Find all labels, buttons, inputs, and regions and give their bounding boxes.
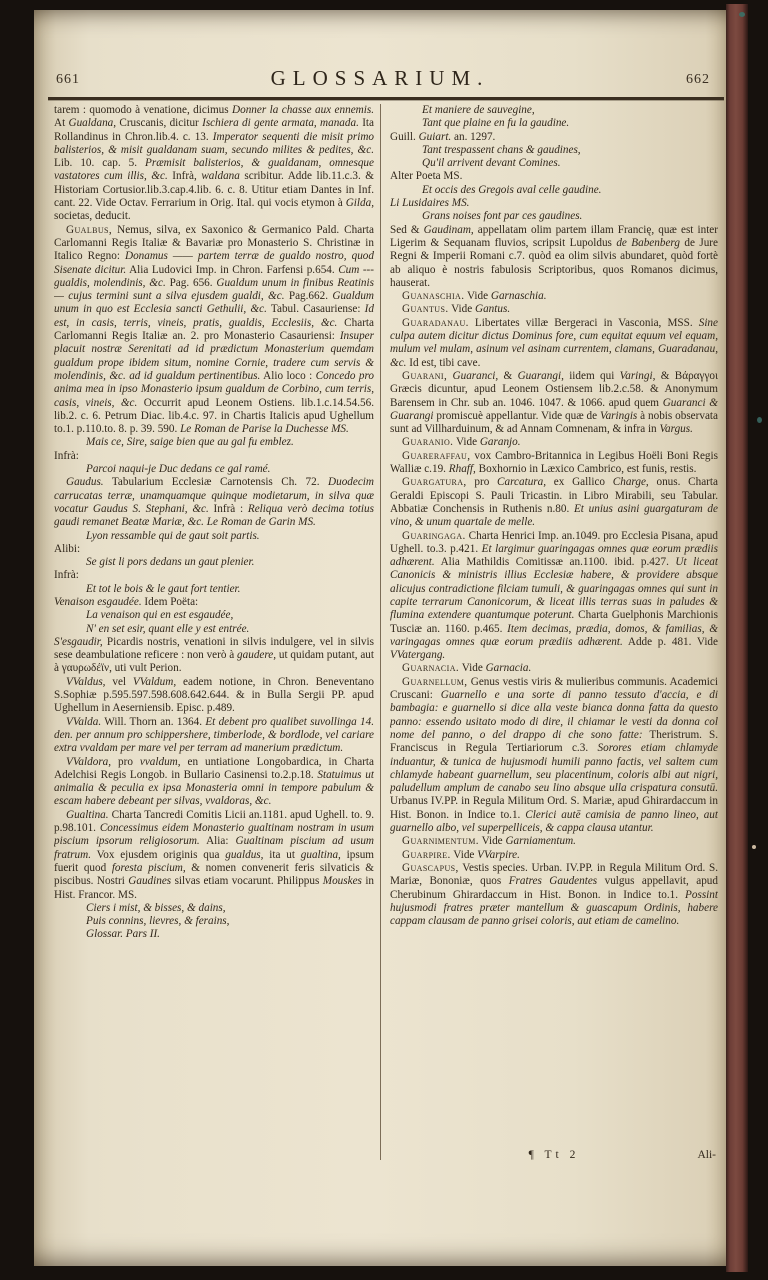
text-segment: VValda. — [66, 715, 102, 728]
text-segment: Garnacia. — [485, 662, 532, 675]
text-segment: Infrà : — [208, 502, 248, 515]
text-segment: in Hist. Francor. MS. — [54, 875, 374, 901]
text-segment: VValdum, — [132, 675, 177, 688]
text-segment: Tabularium Ecclesiæ Carnotensis Ch. 72. — [103, 476, 329, 489]
text-segment: Le Roman de Parise la Duchesse MS. — [180, 423, 349, 436]
text-segment: Occurrit apud Leonem Ostiens. lib.1.c.14.54.56. lib.2. c. 6. Petrum Diac. lib.4.c. 97. in Chartis Italicis apud Ughellum to.1. p.110.to. 8. p. 39. 590. — [54, 396, 374, 436]
text-segment: promiscuè appellantur. Vide quæ de — [433, 409, 600, 422]
paragraph — [390, 676, 718, 836]
text-segment: appellatam olim partem illam Francię, quæ est inter Ligerim & Sequanam fluvios, scripsit Lupoldus — [390, 223, 718, 249]
text-segment: societas, deducit. — [54, 210, 131, 223]
paragraph — [422, 144, 718, 157]
text-segment: Charge, — [612, 476, 649, 489]
text-segment: iidem qui — [563, 369, 620, 382]
paragraph — [422, 210, 718, 223]
text-segment: Gualdana, — [68, 117, 117, 130]
text-segment: VValdus, — [66, 675, 106, 688]
scan-speck — [757, 417, 762, 423]
text-segment: ipsum fuerit quod — [54, 848, 374, 874]
text-segment: Gualdum unum in finibus Reatinis — cujus termini sunt a silva ejusdem gualdi, &c. — [54, 276, 374, 303]
text-segment: Charta Henrici Imp. an.1049. pro Ecclesia Pisana, apud Ughell. to.3. p.421. — [390, 529, 718, 555]
text-segment: Insuper placuit nostræ Serenitati ad id prædictum Monasterium quemdam gualdum prope ibidem situm, nomine Cornie, tradere cum servis & molendinis, &c. ad id gualdum pertinentibus. — [54, 330, 374, 382]
text-segment: Carcatura, — [497, 476, 547, 489]
text-segment: Id est, in casis, terris, vineis, pratis, gualdis, Ecclesiis, &c. — [54, 303, 374, 329]
text-segment: Ut liceat Canonicis & ministris illius Ecclesiæ habere, & providere absque alicujus contradictione filciam tumuli, & guaringagas omnes qui sunt in capite terrarum Canonicorum, & liceat illis terras suas in paludes & flumina extendere quantumque poterunt. — [390, 556, 718, 622]
text-segment: Ita Rollandinus in Chron.lib.4. c. 13. — [54, 117, 374, 143]
text-segment: Cum --- gualdis, molendinis, &c. — [54, 263, 374, 289]
paragraph — [54, 596, 374, 609]
text-segment: Possint hujusmodi fratres præter mantellum & guascapum Ordinis, habere cappam clausam de panno grisei coloris, aut etiam de camelino. — [390, 888, 718, 928]
text-segment: Guaranio. — [402, 436, 454, 449]
text-segment: Idem Poëta: — [141, 595, 199, 608]
text-segment: Garanjo. — [479, 436, 521, 449]
paragraph — [390, 170, 718, 183]
text-segment: Adde p. 481. Vide — [622, 635, 718, 648]
text-segment: Mais ce, Sire, saige bien que au gal fu emblez. — [86, 436, 294, 449]
text-segment: Genus vestis viris & mulieribus communis. Academici Cruscani: — [390, 675, 718, 702]
text-segment: Guiart. — [418, 130, 452, 143]
text-segment: Ischiera di gente armata, manada. — [202, 117, 359, 130]
text-segment: Infrà: — [54, 569, 79, 582]
text-segment: Se gist li pors dedans un gaut plenier. — [86, 556, 255, 569]
text-segment: Clerici autē camisia de panno lineo, aut guarnello albo, vel superpelliceis, & cappa clausa utantur. — [390, 808, 718, 835]
paragraph — [54, 104, 374, 224]
text-segment: Gaudines — [128, 875, 172, 888]
text-segment: Lib. 10. cap. 5. — [54, 157, 145, 170]
paragraph — [390, 662, 718, 675]
scan-speck — [739, 12, 745, 17]
book-fore-edge — [726, 4, 748, 1272]
text-segment: Alio loco : — [260, 369, 316, 382]
text-segment: Sorores etiam chlamyde induantur, & tunica de hujusmodi humili panno factis, vel saltem cum chlamyde habeant guarnellum, seu placentinum, coloris albi aut nigri, paludellum amplum de canabo seu lino absque ulla crispatura consutū. — [390, 742, 718, 795]
text-segment: & nomen convenerit feris silvaticis & piscibus. Nostri — [54, 861, 374, 888]
text-segment: Pag. 656. — [165, 276, 217, 289]
text-segment: Infrà, — [167, 170, 202, 183]
text-segment: Qu'il arrivent devant Comines. — [422, 157, 561, 170]
text-segment: silvas etiam vocarunt. Philippus — [171, 875, 323, 888]
paragraph — [54, 716, 374, 756]
text-segment: & Βάραγγοι Græcis dicuntur, apud Leonem Ostiensem lib.2.c.58. & Anonymum Barensem in Chr. sub an. 1046. 1047. & 1066. apud quem — [390, 369, 718, 409]
paragraph — [54, 809, 374, 902]
text-segment: Puis connins, lievres, & ferains, — [86, 915, 230, 928]
text-segment: Parcoi naqui-je Duc dedans ce gal ramé. — [86, 463, 271, 476]
text-segment: Et tot le bois & le gaut fort tentier. — [86, 582, 241, 595]
text-segment: Et debent pro qualibet suvollinga 14. den. per annum pro schippershere, timberlode, & bordlode, vel cariare extra vvaldam per mare vel per terram ad manerium prædictum. — [54, 715, 374, 755]
paragraph — [86, 556, 374, 569]
paragraph — [390, 849, 718, 862]
text-segment: Alter Poeta MS. — [390, 170, 463, 183]
text-segment: Statuimus ut animalia & peculia ex ipsa Monasteria omni in tempore pabulum & escam habere debeant per silvas, vvaldoras, &c. — [54, 768, 374, 808]
text-segment: gualdus, — [225, 848, 264, 861]
text-segment: Charta Guelphonis Marchionis Tusciæ an. 1160. p.465. — [390, 609, 718, 635]
text-segment: Guill. — [390, 130, 419, 143]
text-segment: Alibi: — [54, 542, 81, 555]
text-segment: à nobis observata sunt ad Villharduinum, & ad Annam Comnenam, & infra in — [390, 409, 718, 436]
text-segment: Donamus —— partem terræ de gualdo nostro, quod Sisenate dicitur. — [54, 250, 374, 276]
text-segment: tarem : quomodo à venatione, dicimus — [54, 104, 233, 116]
text-segment: de Jure Regni & Imperii Romani c.7. quòd ea olim silvis abundaret, quòd fortè ab aliquo è nostris fabulosis Scriptoribus, quos Romanos dicimus, hauserat. — [390, 236, 718, 289]
text-segment: Sed & — [390, 223, 424, 236]
paragraph — [390, 224, 718, 290]
text-segment: Gualbus, — [66, 223, 113, 236]
text-segment: gaudere, — [237, 649, 277, 662]
text-segment: Guaradanau. — [402, 316, 469, 329]
text-segment: gualtina, — [300, 848, 341, 861]
text-segment: Picardis nostris, venationi in silvis indulgere, vel in silvis sese deambulatione reficere : non verò à — [54, 635, 374, 662]
text-segment: Urbanus IV.PP. in Regula Militum Ord. S. Mariæ, apud Ghirardaccum in Hist. Bonon. in Indice to.1. — [390, 795, 718, 821]
text-segment: Venaison esgaudée. — [54, 595, 142, 608]
text-segment: Vide — [464, 290, 491, 303]
text-segment: & — [498, 369, 518, 382]
paragraph — [390, 450, 718, 477]
text-segment: en untiatione Longobardica, in Charta Adelchisi Regis Longob. in Bullario Casinensi to.2.p.18. — [54, 755, 374, 781]
text-segment: Et occis des Gregois aval celle gaudine. — [422, 183, 602, 196]
text-segment: Vide — [478, 835, 506, 848]
text-segment: Duodecim carrucatas terræ, unamquamque quinque modietarum, in silva quæ vocatur Gaudus S. Stephani, &c. — [54, 476, 374, 515]
text-segment: Guantus. — [402, 303, 449, 316]
text-segment: VVarpire. — [477, 848, 520, 861]
text-segment: Et maniere de sauvegine, — [422, 104, 535, 116]
text-segment: Tabul. Casauriense: — [266, 303, 365, 316]
text-segment: pro — [111, 755, 140, 768]
text-segment: Præmisit balisterios, & gualdanam, omnesque vastatores cum illis, &c. — [54, 157, 374, 183]
paragraph — [390, 197, 718, 210]
paragraph — [86, 583, 374, 596]
paragraph — [390, 131, 718, 144]
text-segment: Libertates villæ Bergeraci in Vasconia, MSS. — [468, 316, 699, 329]
text-segment: Garniamentum. — [505, 835, 576, 848]
text-segment: Vide — [448, 303, 475, 316]
paragraph — [86, 928, 374, 941]
text-segment: Guarnimentum. — [402, 835, 479, 848]
text-segment: Guarpire. — [402, 848, 451, 861]
text-segment: foresta piscium, — [111, 861, 186, 874]
text-segment: Fratres Gaudentes — [508, 875, 598, 888]
text-segment: an. 1297. — [451, 130, 496, 143]
folio-number-right: 662 — [686, 72, 710, 87]
text-segment: onus. Charta Geraldi Episcopi S. Pauli Tricastin. in Libro Mirabili, seu Tabular. Abbatiæ Conchensis in Ruthenis n.80. — [390, 476, 718, 515]
text-segment: Charta Tancredi Comitis Licii an.1181. apud Ughell. to. 9. p.98.101. — [54, 808, 374, 835]
text-segment: vulgus appellavit, apud Cherubinum Ghirardaccum in Hist. Bonon. in Indice to.1. — [390, 875, 718, 901]
text-segment: pro — [466, 476, 498, 489]
text-segment: ut quidam putant, aut à γαυρωδέϊν, uti vult Perion. — [54, 649, 374, 675]
paragraph — [54, 476, 374, 529]
paragraph — [390, 476, 718, 529]
text-segment: Guarani, — [402, 369, 448, 382]
text-segment: Cruscanis, dicitur — [116, 117, 203, 130]
text-segment: Nemus, silva, ex Saxonico & Germanico Pald. Charta Carlomanni Regis Italiæ & Bavariæ pro Monasterio S. Christinæ in Italico Regno: — [54, 223, 374, 263]
text-segment: N' en set esir, quant elle y est entrée. — [86, 622, 250, 635]
page-title: GLOSSARIUM. — [270, 66, 490, 90]
text-segment: Will. Thorn an. 1364. — [101, 715, 206, 728]
paragraph — [86, 609, 374, 622]
text-segment: Imperator sequenti die misit primo balisterios, & misit gualdanam suam, secundo milites & pedites, &c. — [54, 130, 374, 156]
paragraph — [390, 436, 718, 449]
text-segment: Guareraffau, — [402, 449, 471, 462]
text-segment: Guaranci, — [452, 369, 499, 382]
paragraph — [86, 915, 374, 928]
text-segment: Boxhornio in Læxico Cambrico, est funis, restis. — [475, 463, 697, 476]
text-segment: Ciers i mist, & bisses, & dains, — [86, 901, 226, 914]
text-segment: VVatergang. — [390, 649, 446, 662]
text-segment: Le Roman de Garin MS. — [206, 516, 316, 529]
folio-number-left: 661 — [56, 72, 80, 87]
text-segment: de Babenberg — [616, 236, 680, 249]
paragraph — [54, 569, 374, 582]
text-segment: Pag.662. — [284, 290, 333, 303]
text-segment: Mouskes — [322, 875, 362, 888]
text-segment: Et unius asini guargaturam de vino, & unum quartale de melle. — [390, 502, 718, 529]
text-segment: Item decimas, prædia, domos, & familias, & varingagas omnes quæ eorum prædiis adhærent. — [390, 622, 718, 648]
text-segment: Reliqua verò decima totius gaudi remanet Beatæ Mariæ, &c. — [54, 502, 374, 529]
text-segment: Gualtina. — [66, 808, 109, 821]
text-segment: Rhaff, — [448, 463, 476, 476]
text-segment: Gantus. — [475, 303, 511, 316]
text-segment: Gaudinam, — [423, 223, 474, 236]
right-text-column — [390, 104, 718, 928]
text-segment: S'esgaudir, — [54, 635, 103, 648]
paragraph — [422, 184, 718, 197]
text-segment: Guanaschia. — [402, 290, 465, 303]
text-segment: Gualdum unum in quo est Ecclesia sancti Gethulii, &c. — [54, 290, 374, 316]
gathering-signature: ¶ Tt 2 — [528, 1149, 580, 1161]
paragraph — [54, 756, 374, 809]
text-segment: waldana — [201, 170, 240, 183]
text-segment: Li Lusidaires MS. — [390, 197, 470, 210]
column-divider — [380, 104, 381, 1160]
paragraph — [390, 862, 718, 928]
text-segment: Tant que plaine en fu la gaudine. — [422, 117, 570, 130]
text-segment: scribitur. Adde lib.11.c.3. & Historiam Cortusior.lib.3.cap.4.lib. 6. c. 8. Utitur etiam Dantes in Inf. cant. 22. Vide Octav. Ferrarium in Orig. Ital. qui vocis etymon à — [54, 170, 374, 210]
paragraph — [390, 303, 718, 316]
paragraph — [390, 290, 718, 303]
paragraph — [54, 543, 374, 556]
text-segment: vel — [105, 675, 133, 688]
paragraph — [86, 530, 374, 543]
paragraph — [86, 463, 374, 476]
text-segment: Guarnellum, — [402, 675, 468, 688]
paragraph — [54, 636, 374, 676]
text-segment: Guaranci & Guarangi — [390, 396, 718, 422]
text-segment: Vox ejusdem originis qua — [91, 848, 226, 861]
text-segment: Guarnacia. — [402, 662, 460, 675]
paragraph — [86, 436, 374, 449]
paragraph — [54, 676, 374, 716]
text-segment: Alia Mathildis Comitissæ an.1100. ibid. p.427. — [434, 556, 676, 569]
left-text-column — [54, 104, 374, 942]
text-segment: At — [54, 117, 69, 130]
text-segment: Tant trespassent chans & gaudines, — [422, 143, 581, 156]
text-segment: eadem notione, in Chron. Beneventano S.Sophiæ p.595.597.598.608.642.644. & in Bulla Sergii PP. apud Ughellum in Aeserniensib. Episc. p.489. — [54, 675, 374, 715]
text-segment: Vargus. — [659, 423, 693, 436]
text-segment: Guarangi, — [517, 369, 564, 382]
text-segment: ita ut — [263, 848, 301, 861]
text-segment: Sine culpa autem dicitur dictus Dominus fore, cum equitat equum vel equam, mulum vel mulam, asinum vel asinam currentem, clamans, Guaradanau, &c. — [390, 316, 718, 369]
text-segment: Charta Carlomanni Regis Italiæ an. 2. pro Monasterio Casauriensi: — [54, 316, 374, 343]
text-segment: Alia Ludovici Imp. in Chron. Farfensi p.654. — [126, 263, 339, 276]
text-segment: Vide — [450, 848, 478, 861]
paragraph — [86, 902, 374, 915]
text-segment: Vide — [459, 662, 486, 675]
text-segment: Donner la chasse aux ennemis. — [232, 104, 374, 116]
signature-row — [390, 1149, 718, 1163]
text-segment: Guargatura, — [402, 476, 467, 489]
scan-speck — [752, 845, 756, 849]
text-segment: Theristrum. S. Franciscus in Regula Tertiariorum c.3. — [390, 728, 718, 755]
text-segment: Grans noises font par ces gaudines. — [422, 210, 583, 223]
paragraph — [54, 224, 374, 437]
text-segment: VValdora, — [66, 755, 112, 768]
text-segment: Gualtinam piscium ad usum fratrum. — [54, 835, 374, 861]
text-segment: Et largimur guaringagas omnes quæ eorum prædiis adhærent. — [390, 542, 718, 569]
text-segment: Vide — [453, 436, 480, 449]
paragraph — [54, 450, 374, 463]
text-segment: ex Gallico — [546, 476, 613, 489]
text-segment: Concedo pro anima mea in ipso Monasterio ipsum gualdum de Corbino, cum terris, casis, vineis, &c. — [54, 369, 374, 409]
text-segment: Guarnello e una sorte di panno tessuto d'accia, e di bambagia: e guarnello si dice alla veste bianca donna fatta da questo panno: essendo usitato modo di dire, il chiamar le vesti da donna col nome del panno, o del drappo di che sono fatte: — [390, 689, 718, 741]
paragraph — [390, 317, 718, 370]
text-segment: Gilda, — [345, 197, 374, 210]
paragraph — [422, 104, 718, 117]
text-segment: Varingi, — [619, 369, 656, 382]
text-segment: Vestis species. Urban. IV.PP. in Regula Militum Ord. S. Mariæ, Bononiæ, quos — [390, 861, 718, 888]
text-segment: Id est, tibi cave. — [406, 356, 481, 369]
text-segment: Garnaschia. — [490, 290, 547, 303]
text-segment: Gaudus. — [66, 476, 104, 489]
paragraph — [422, 157, 718, 170]
text-segment: Concessimus eidem Monasterio gualtinam nostram in usum piscium ipsorum religiosorum. — [54, 822, 374, 848]
text-segment: Alia: — [199, 835, 236, 848]
text-segment: Lyon ressamble qui de gaut soit partis. — [86, 529, 260, 542]
paragraph — [422, 117, 718, 130]
paragraph — [390, 835, 718, 848]
text-segment: vox Cambro-Britannica in Legibus Hoëli Boni Regis Walliæ c.19. — [390, 449, 718, 476]
paragraph — [390, 370, 718, 436]
paragraph — [86, 623, 374, 636]
text-segment: Varingis — [599, 409, 638, 422]
text-segment: La venaison qui en est esgaudée, — [86, 609, 234, 622]
text-segment: Guaringaga. — [402, 529, 466, 542]
catchword: Ali- — [697, 1149, 716, 1161]
text-segment: vvaldum, — [139, 755, 181, 768]
text-segment: Glossar. Pars II. — [86, 928, 160, 941]
text-segment: Guascapus, — [402, 861, 459, 874]
text-segment: Infrà: — [54, 449, 79, 462]
paragraph — [390, 530, 718, 663]
header-rule — [48, 97, 724, 100]
